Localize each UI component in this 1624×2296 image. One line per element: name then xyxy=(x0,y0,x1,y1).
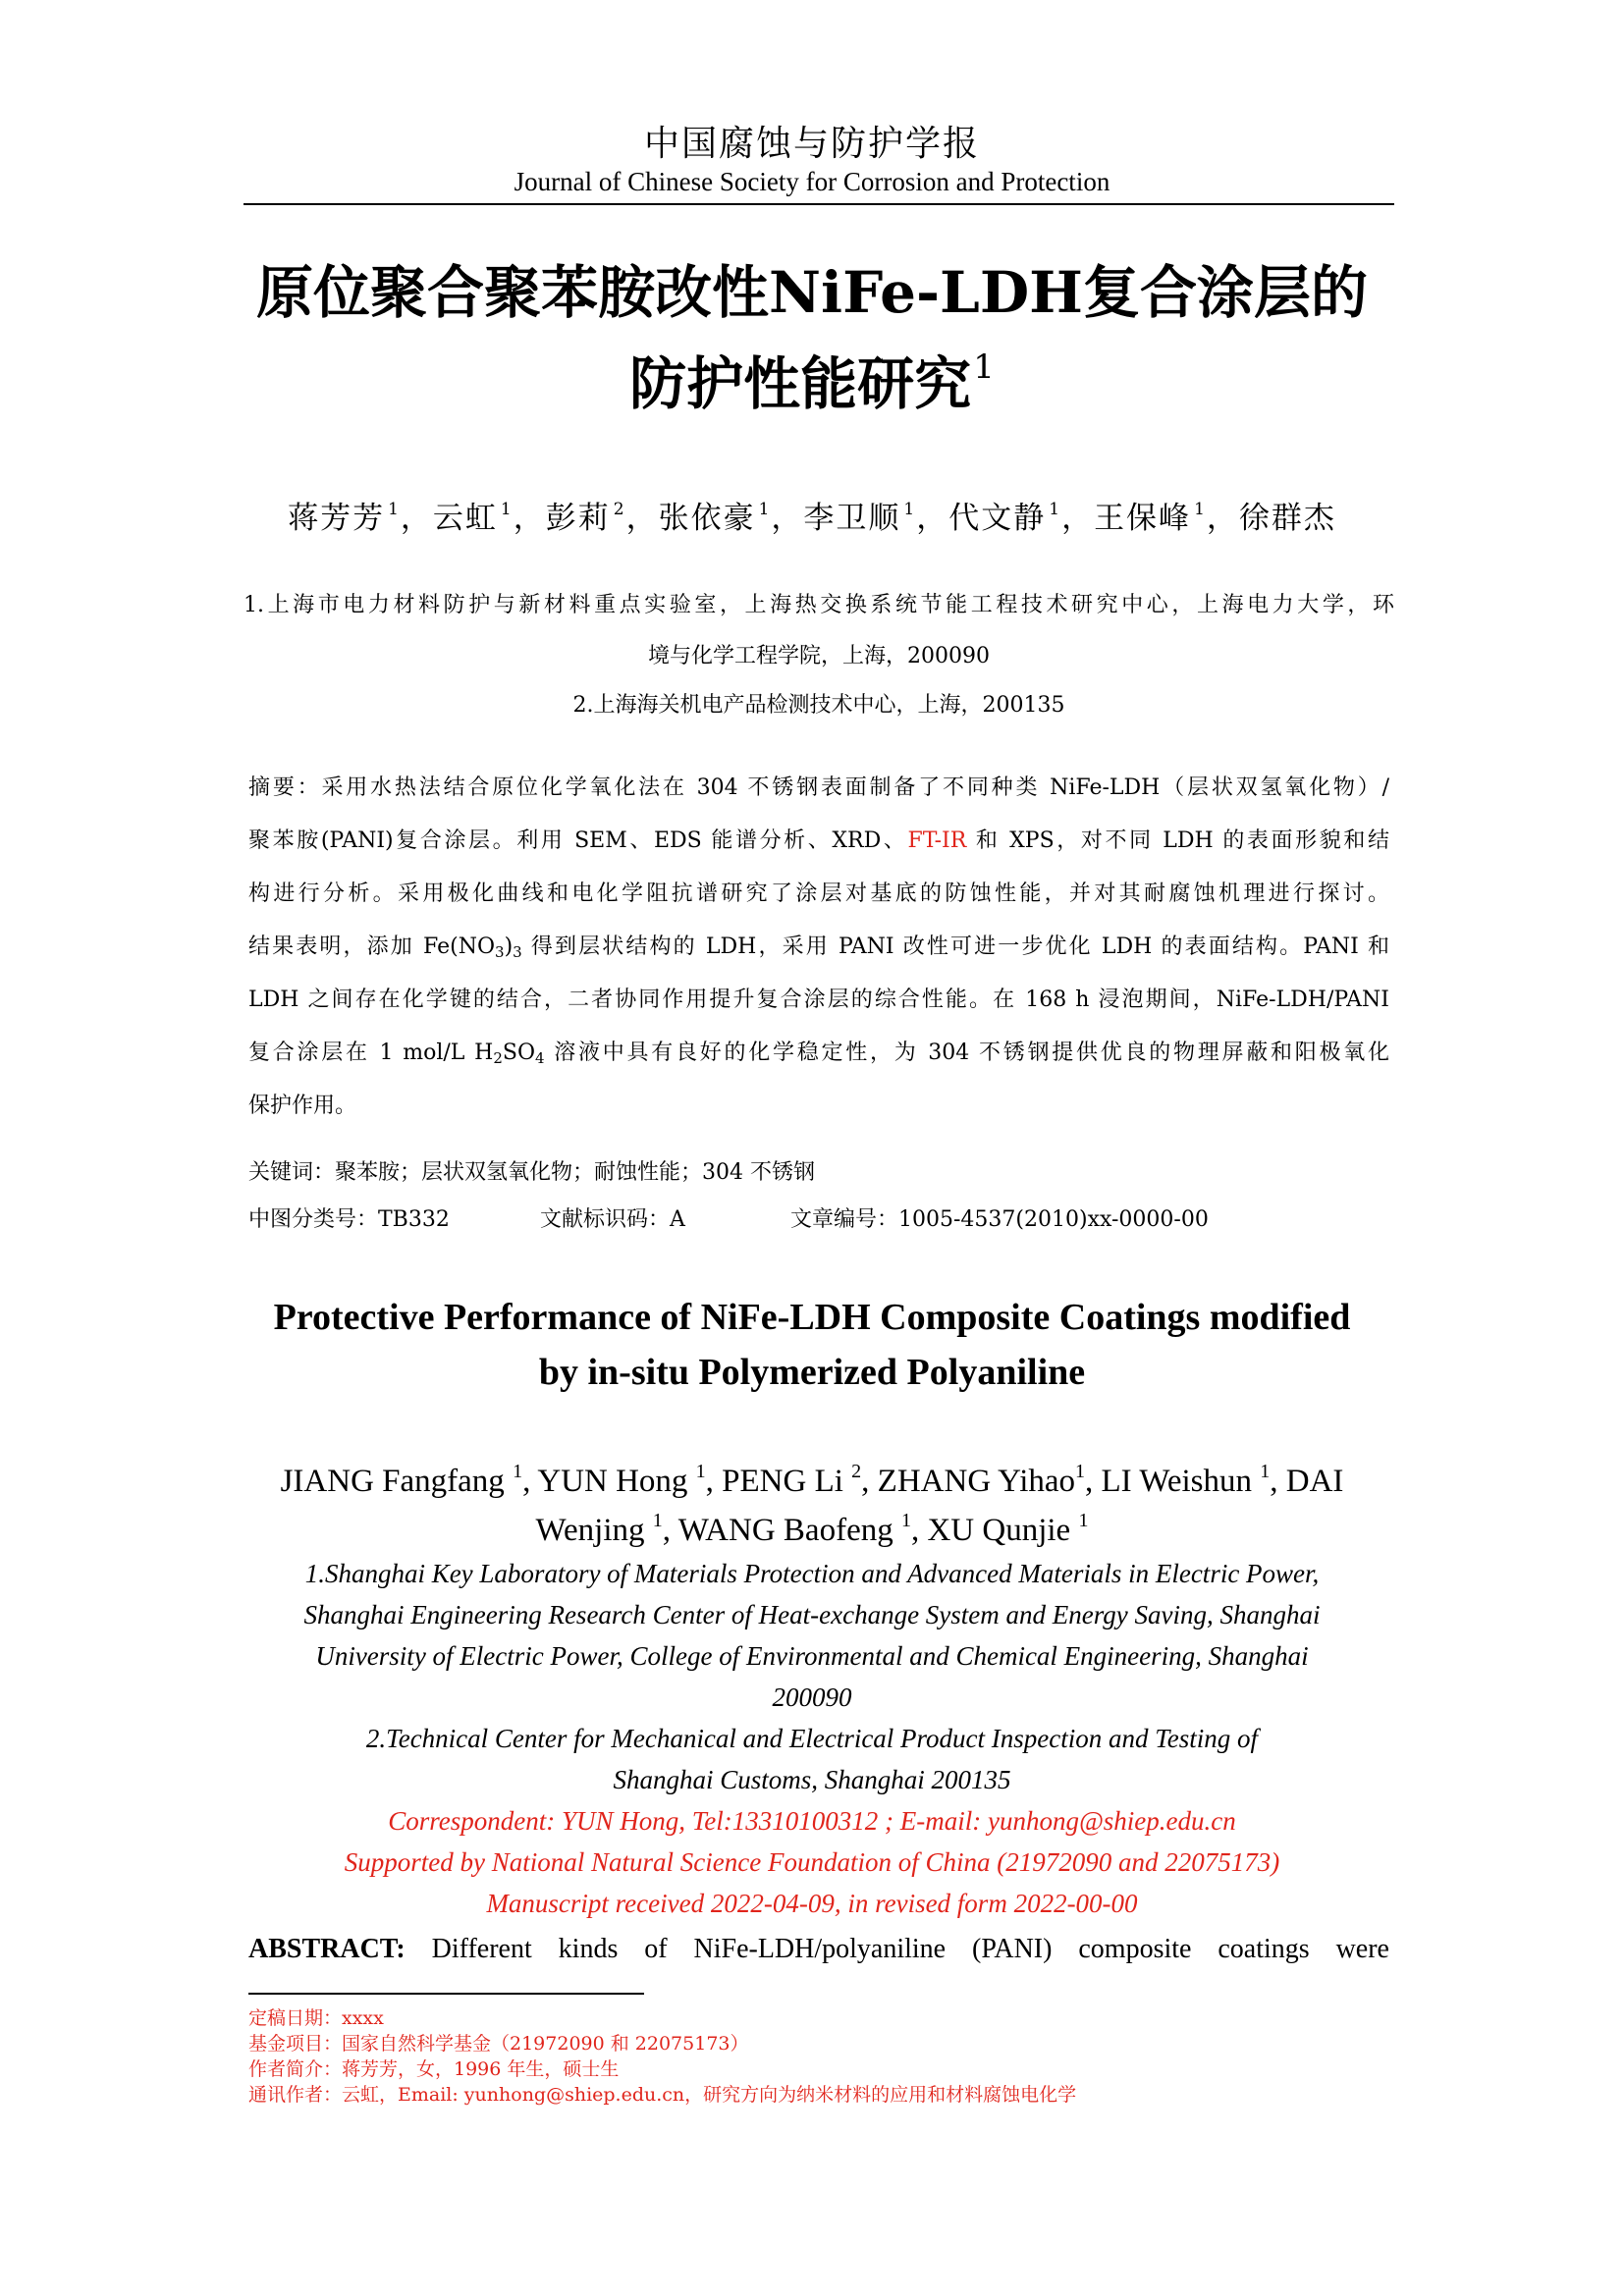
author-name-en: PENG Li xyxy=(722,1464,852,1499)
author-name-cn: 李卫顺 xyxy=(803,501,901,536)
author-name-en: Wenjing xyxy=(535,1513,653,1548)
author-affiliation-mark: 2 xyxy=(613,500,626,519)
author-affiliation-mark: 2 xyxy=(851,1461,862,1482)
author-list-en-line1 xyxy=(196,1461,1428,1500)
author-separator: ， xyxy=(625,501,659,536)
author-affiliation-mark: 1 xyxy=(388,500,401,519)
manuscript-dates-line: Manuscript received 2022-04-09, in revised form 2022-00-00 xyxy=(486,1889,1138,1918)
author-name-en: XU Qunjie xyxy=(927,1513,1079,1548)
author-separator: ， xyxy=(1206,501,1239,536)
author-list-en-line2 xyxy=(196,1510,1428,1549)
author-separator: ， xyxy=(916,501,949,536)
abstract-cn-line: LDH 之间存在化学键的结合，二者协同作用提升复合涂层的综合性能。在 168 h 浸泡期间，NiFe-LDH/PANI xyxy=(248,988,1389,1012)
footnote-final-date: 定稿日期：xxxx xyxy=(248,2007,384,2029)
footnote-author-bio: 作者简介：蒋芳芳，女，1996 年生，硕士生 xyxy=(248,2058,620,2080)
author-separator: ， xyxy=(1061,501,1095,536)
affiliation-en-line: 1.Shanghai Key Laboratory of Materials Protection and Advanced Materials in Electric Power, xyxy=(304,1559,1320,1588)
header-divider xyxy=(244,203,1394,205)
author-name-cn: 云虹 xyxy=(432,501,498,536)
affiliation-en-line: Shanghai Engineering Research Center of Heat-exchange System and Energy Saving, Shanghai xyxy=(303,1600,1321,1629)
keywords-cn: 关键词：聚苯胺；层状双氢氧化物；耐蚀性能；304 不锈钢 xyxy=(248,1160,815,1185)
clc-number: 中图分类号：TB332 xyxy=(248,1207,450,1232)
author-name-cn: 彭莉 xyxy=(545,501,611,536)
abstract-en-line: ABSTRACT: Different kinds of NiFe-LDH/polyaniline (PANI) composite coatings were xyxy=(248,1934,1389,1964)
author-list-cn xyxy=(196,493,1428,537)
author-name-cn: 王保峰 xyxy=(1094,501,1192,536)
author-affiliation-mark: 1 xyxy=(652,1510,663,1531)
author-name-en: JIANG Fangfang xyxy=(280,1464,514,1499)
author-separator: , xyxy=(1085,1464,1102,1499)
author-affiliation-mark: 1 xyxy=(1194,500,1207,519)
title-footnote-mark: 1 xyxy=(973,347,995,387)
abstract-en-label: ABSTRACT: xyxy=(248,1934,406,1964)
affiliation-cn-2: 2.上海海关机电产品检测技术中心，上海，200135 xyxy=(572,693,1065,718)
author-separator: , xyxy=(662,1513,678,1548)
author-affiliation-mark: 1 xyxy=(695,1461,706,1482)
author-affiliation-mark: 1 xyxy=(1049,500,1062,519)
ftir-highlight: FT-IR xyxy=(907,828,967,853)
funding-line: Supported by National Natural Science Foundation of China (21972090 and 22075173) xyxy=(344,1847,1280,1877)
author-separator: ， xyxy=(771,501,804,536)
author-affiliation-mark: 1 xyxy=(1075,1461,1086,1482)
abstract-cn-line: 摘要：采用水热法结合原位化学氧化法在 304 不锈钢表面制备了不同种类 NiFe-LDH（层状双氢氧化物）/ xyxy=(248,775,1389,800)
author-affiliation-mark: 1 xyxy=(903,500,917,519)
author-affiliation-mark: 1 xyxy=(1078,1510,1089,1531)
article-title-cn-line2: 防护性能研究$^1$ xyxy=(629,347,995,417)
article-title-en-line2: by in-situ Polymerized Polyaniline xyxy=(538,1352,1086,1393)
author-separator: ， xyxy=(513,501,546,536)
author-name-en: ZHANG Yihao xyxy=(877,1464,1076,1499)
footnote-funding: 基金项目：国家自然科学基金（21972090 和 22075173） xyxy=(248,2033,749,2055)
author-affiliation-mark: 1 xyxy=(513,1461,523,1482)
author-name-cn: 代文静 xyxy=(948,501,1047,536)
author-separator: , xyxy=(705,1464,723,1499)
author-name-en: YUN Hong xyxy=(537,1464,696,1499)
affiliation-en-line: University of Electric Power, College of Environmental and Chemical Engineering, Shanghai xyxy=(315,1641,1309,1671)
abstract-cn-line: 聚苯胺(PANI)复合涂层。利用 SEM、EDS 能谱分析、XRD、FT-IR 和 XPS，对不同 LDH 的表面形貌和结 xyxy=(248,828,1389,853)
article-number: 文章编号：1005-4537(2010)xx-0000-00 xyxy=(790,1207,1209,1232)
author-separator: , xyxy=(522,1464,538,1499)
correspondent-line: Correspondent: YUN Hong, Tel:13310100312 ; E-mail: yunhong@shiep.edu.cn xyxy=(388,1806,1236,1836)
author-name-cn: 徐群杰 xyxy=(1238,501,1336,536)
author-name-en: LI Weishun xyxy=(1101,1464,1261,1499)
article-title-cn-line1: 原位聚合聚苯胺改性NiFe-LDH复合涂层的 xyxy=(256,259,1368,326)
article-title-en-line1: Protective Performance of NiFe-LDH Composite Coatings modified xyxy=(273,1297,1351,1338)
abstract-cn-line: 保护作用。 xyxy=(248,1094,357,1118)
abstract-cn-line: 复合涂层在 1 mol/L H2SO4 溶液中具有良好的化学稳定性，为 304 不锈钢提供优良的物理屏蔽和阳极氧化 xyxy=(248,1041,1389,1067)
author-affiliation-mark: 1 xyxy=(758,500,772,519)
author-separator: , DAI xyxy=(1270,1464,1344,1499)
journal-title-en: Journal of Chinese Society for Corrosion and Protection xyxy=(514,167,1110,196)
author-affiliation-mark: 1 xyxy=(500,500,514,519)
author-name-en: WANG Baofeng xyxy=(677,1513,901,1548)
abstract-cn-line: 结果表明，添加 Fe(NO3)3 得到层状结构的 LDH，采用 PANI 改性可进一步优化 LDH 的表面结构。PANI 和 xyxy=(248,934,1389,961)
journal-title-cn: 中国腐蚀与防护学报 xyxy=(643,124,980,164)
affiliation-cn-1-line2: 境与化学工程学院，上海，200090 xyxy=(648,644,990,668)
author-separator: , xyxy=(861,1464,878,1499)
abstract-cn-line: 构进行分析。采用极化曲线和电化学阻抗谱研究了涂层对基底的防蚀性能，并对其耐腐蚀机理进行探讨。 xyxy=(248,881,1389,906)
affiliation-en-line: 200090 xyxy=(772,1682,852,1712)
author-affiliation-mark: 1 xyxy=(900,1510,911,1531)
document-code: 文献标识码：A xyxy=(540,1207,685,1232)
footnote-corresponding-author: 通讯作者：云虹，Email: yunhong@shiep.edu.cn，研究方向为纳米材料的应用和材料腐蚀电化学 xyxy=(248,2084,1077,2106)
author-name-cn: 张依豪 xyxy=(658,501,756,536)
author-separator: , xyxy=(910,1513,928,1548)
author-name-cn: 蒋芳芳 xyxy=(288,501,386,536)
affiliation-en-line: 2.Technical Center for Mechanical and Electrical Product Inspection and Testing of xyxy=(365,1724,1259,1753)
affiliation-cn-1-line1: 1.上海市电力材料防护与新材料重点实验室，上海热交换系统节能工程技术研究中心，上海电力大学，环 xyxy=(244,593,1394,617)
affiliation-en-line: Shanghai Customs, Shanghai 200135 xyxy=(613,1765,1011,1794)
footnote-divider xyxy=(248,1993,644,1995)
author-affiliation-mark: 1 xyxy=(1260,1461,1271,1482)
author-separator: ， xyxy=(400,501,433,536)
